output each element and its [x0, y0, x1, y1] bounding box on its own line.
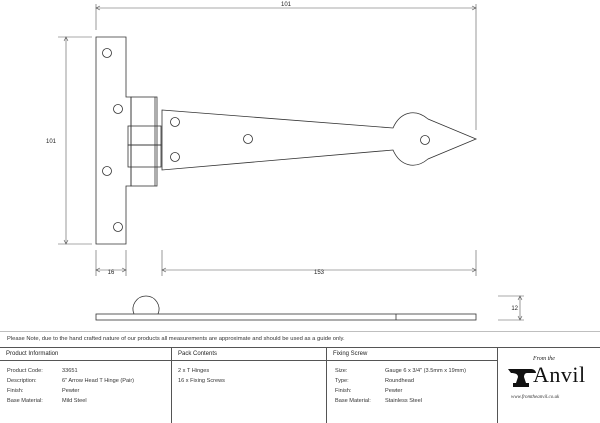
- dim-strap-length: 153: [313, 270, 325, 276]
- logo-brand-text: Anvil: [533, 362, 586, 387]
- row-label: Product Code:: [7, 368, 43, 374]
- screw-hole: [114, 105, 123, 114]
- row-value: 33651: [62, 368, 78, 374]
- fixing-screw-section: [327, 348, 497, 423]
- row-label: Type:: [335, 378, 349, 384]
- hinge-knuckle: [131, 97, 157, 186]
- pack-item: 2 x T Hinges: [178, 368, 210, 374]
- pack-contents-heading: Pack Contents: [172, 348, 326, 361]
- row-label: Finish:: [7, 388, 24, 394]
- row-value: Stainless Steel: [385, 398, 423, 404]
- row-value: Pewter: [385, 388, 403, 394]
- row-label: Size:: [335, 368, 348, 374]
- row-value: Roundhead: [385, 378, 414, 384]
- row-value: Mild Steel: [62, 398, 87, 404]
- fixing-screw-heading: Fixing Screw: [327, 348, 497, 361]
- pack-item: 16 x Fixing Screws: [178, 378, 225, 384]
- screw-hole: [103, 49, 112, 58]
- hinge-pin-lower: [128, 145, 161, 167]
- profile-plate: [96, 314, 476, 320]
- row-value: Gauge 6 x 3/4" (3.5mm x 19mm): [385, 368, 466, 374]
- screw-hole: [103, 167, 112, 176]
- row-label: Description:: [7, 378, 37, 384]
- row-value: Pewter: [62, 388, 80, 394]
- profile-knuckle: [133, 296, 159, 314]
- screw-hole: [421, 136, 430, 145]
- product-information-heading: Product Information: [0, 348, 171, 361]
- screw-hole: [114, 223, 123, 232]
- row-label: Finish:: [335, 388, 352, 394]
- logo-from-text: From the: [533, 356, 555, 362]
- logo-url-text: www.fromtheanvil.co.uk: [511, 395, 560, 400]
- dim-overall-height: 101: [45, 139, 56, 145]
- t-plate-outline: [96, 37, 131, 244]
- screw-hole: [171, 153, 180, 162]
- row-label: Base Material:: [335, 398, 371, 404]
- measurement-note: Please Note, due to the hand crafted nature of our products all measurements are approximate and should be used as a guide only.: [7, 336, 345, 342]
- product-information-section: [0, 348, 171, 423]
- strap-outline: [162, 110, 476, 170]
- screw-hole: [171, 118, 180, 127]
- row-value: 6" Arrow Head T Hinge (Pair): [62, 378, 135, 384]
- dim-thickness: 12: [511, 306, 518, 312]
- from-the-anvil-logo: [505, 353, 595, 413]
- dim-strap-left: 16: [107, 270, 115, 276]
- pack-contents-section: [172, 348, 326, 423]
- screw-hole: [244, 135, 253, 144]
- hinge-pin-upper: [128, 126, 161, 145]
- dim-overall-width: 101: [280, 2, 292, 8]
- row-label: Base Material:: [7, 398, 43, 404]
